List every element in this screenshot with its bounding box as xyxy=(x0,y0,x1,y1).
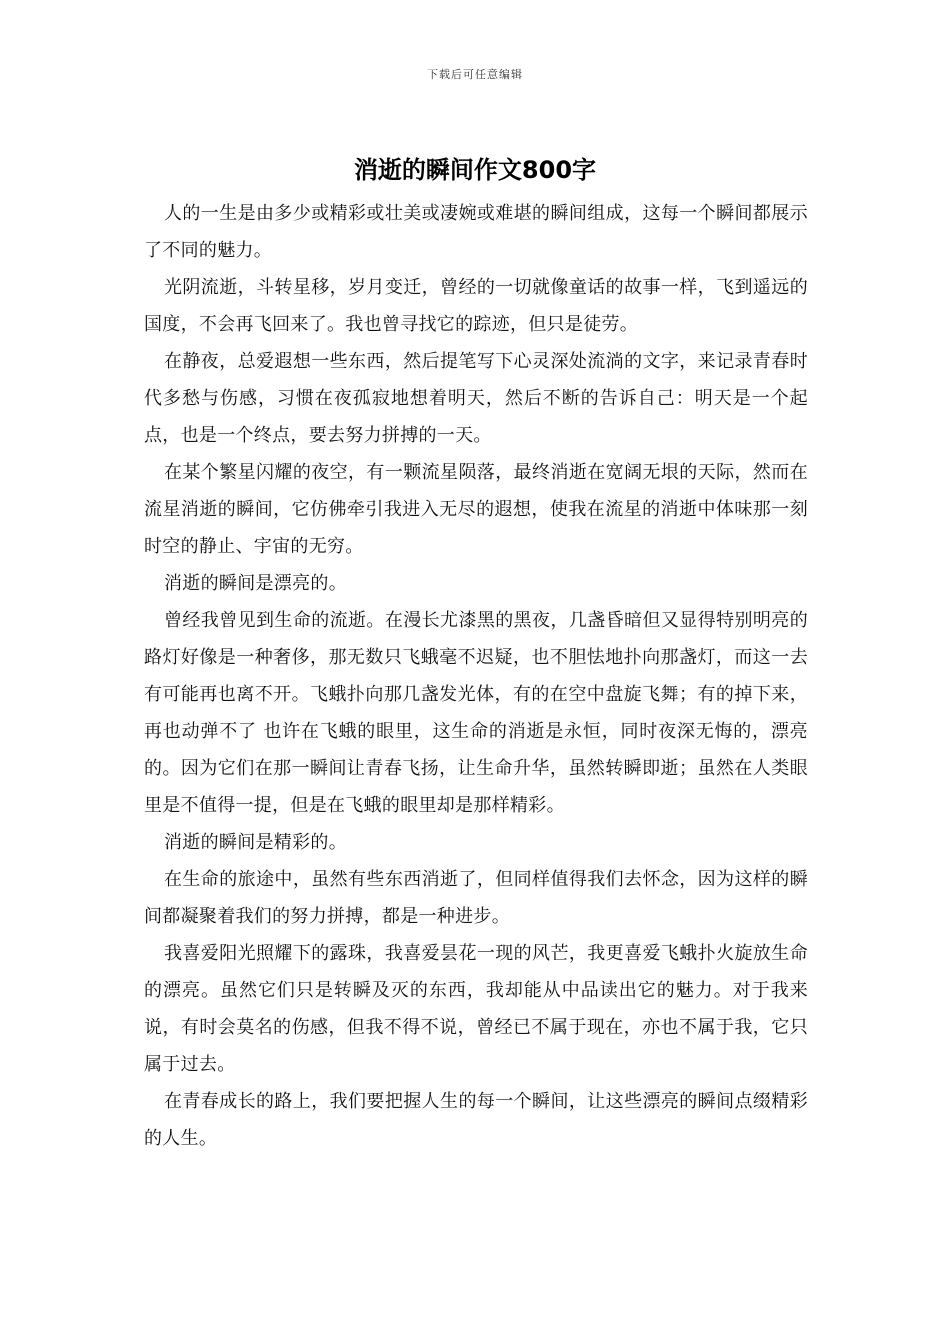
document-title: 消逝的瞬间作文800字 xyxy=(353,156,597,184)
paragraph: 消逝的瞬间是精彩的。 xyxy=(164,832,347,853)
document-body xyxy=(144,195,808,1157)
paragraph: 我喜爱阳光照耀下的露珠，我喜爱昙花一现的风芒，我更喜爱飞蛾扑火旋放生命的漂亮。虽然它们只是转瞬及灭的东西，我却能从中品读出它的魅力。对于我来说，有时会莫名的伤感，但我不得不说，曾经已不属于现在，亦也不属于我，它只属于过去。 xyxy=(144,943,808,1075)
paragraph: 在生命的旅途中，虽然有些东西消逝了，但同样值得我们去怀念，因为这样的瞬间都凝聚着我们的努力拼搏，都是一种进步。 xyxy=(144,869,808,927)
paragraph: 人的一生是由多少或精彩或壮美或凄婉或难堪的瞬间组成，这每一个瞬间都展示了不同的魅力。 xyxy=(144,203,808,261)
paragraph: 光阴流逝，斗转星移，岁月变迁，曾经的一切就像童话的故事一样，飞到遥远的国度，不会再飞回来了。我也曾寻找它的踪迹，但只是徒劳。 xyxy=(144,277,808,335)
paragraph: 消逝的瞬间是漂亮的。 xyxy=(164,573,347,594)
paragraph: 在某个繁星闪耀的夜空，有一颗流星陨落，最终消逝在宽阔无垠的天际，然而在流星消逝的瞬间，它仿佛牵引我进入无尽的遐想，使我在流星的消逝中体味那一刻时空的静止、宇宙的无穷。 xyxy=(144,462,808,557)
paragraph: 在静夜，总爱遐想一些东西，然后提笔写下心灵深处流淌的文字，来记录青春时代多愁与伤感，习惯在夜孤寂地想着明天，然后不断的告诉自己：明天是一个起点，也是一个终点，要去努力拼搏的一天。 xyxy=(144,351,808,446)
paragraph: 在青春成长的路上，我们要把握人生的每一个瞬间，让这些漂亮的瞬间点缀精彩的人生。 xyxy=(144,1091,808,1149)
header-note: 下载后可任意编辑 xyxy=(427,68,523,81)
paragraph: 曾经我曾见到生命的流逝。在漫长尤漆黑的黑夜，几盏昏暗但又显得特别明亮的路灯好像是一种奢侈，那无数只飞蛾毫不迟疑，也不胆怯地扑向那盏灯，而这一去有可能再也离不开。飞蛾扑向那几盏发光体，有的在空中盘旋飞舞；有的掉下来，再也动弹不了 也许在飞蛾的眼里，这生命的消逝是永恒，同时夜深无悔的，漂亮的。因为它们在那一瞬间让青春飞扬，让生命升华，虽然转瞬即逝；虽然在人类眼里是不值得一提，但是在飞蛾的眼里却是那样精彩。 xyxy=(144,610,808,816)
